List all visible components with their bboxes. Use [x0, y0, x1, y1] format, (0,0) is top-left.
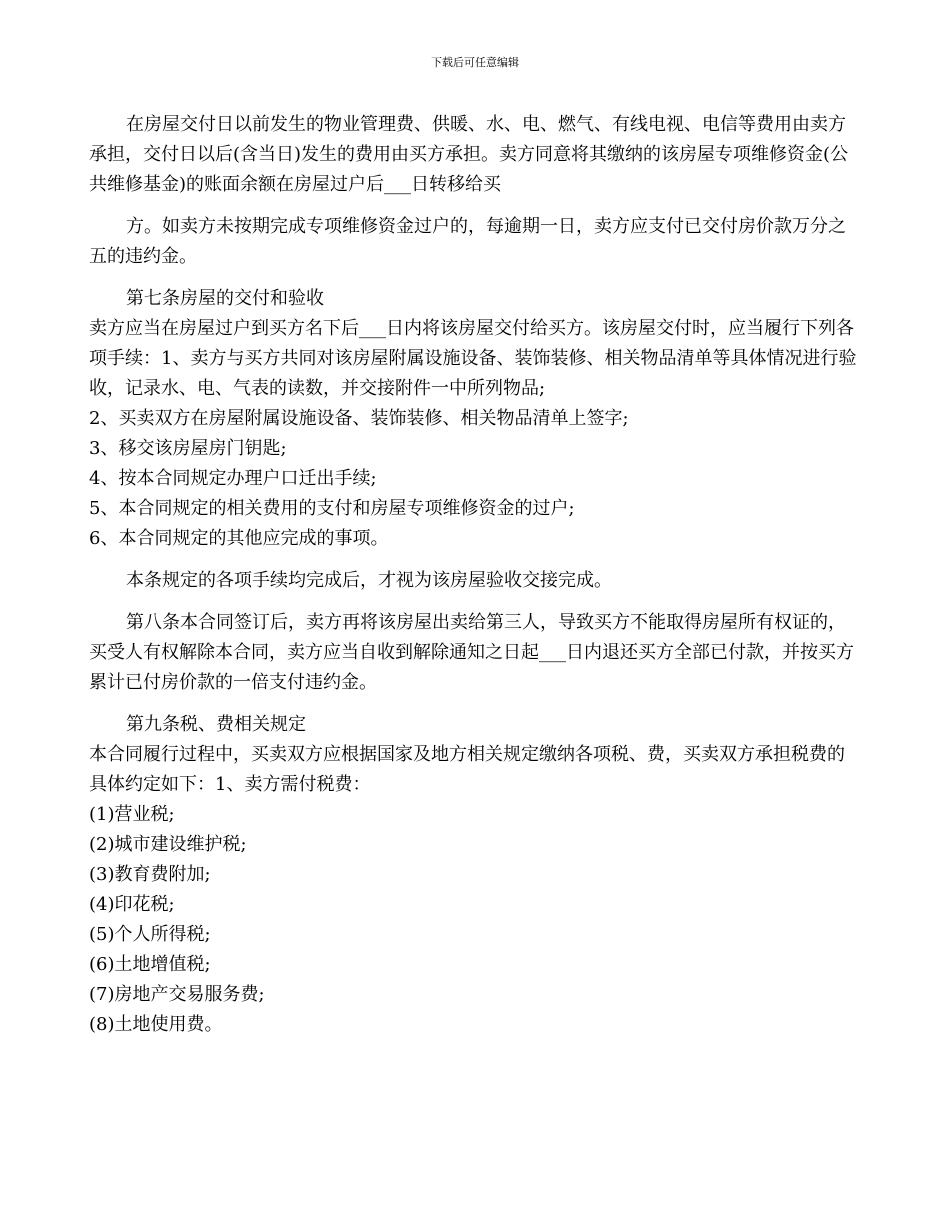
article-9-item: (8)土地使用费。	[89, 1014, 223, 1035]
article-7-item: 6、本合同规定的其他应完成的事项。	[89, 528, 389, 549]
article-7-item: 5、本合同规定的相关费用的支付和房屋专项维修资金的过户;	[89, 498, 575, 519]
article-7-closing: 本条规定的各项手续均完成后，才视为该房屋验收交接完成。	[126, 570, 612, 591]
article-7-title: 第七条房屋的交付和验收	[126, 288, 324, 309]
paragraph-fees: 在房屋交付日以前发生的物业管理费、供暖、水、电、燃气、有线电视、电信等费用由卖方承担，交付日以后(含当日)发生的费用由买方承担。卖方同意将其缴纳的该房屋专项维修资金(公共维修基金)的账面余额在房屋过户后___日转移给买	[89, 114, 849, 195]
article-9-paragraph: 本合同履行过程中，买卖双方应根据国家及地方相关规定缴纳各项税、费，买卖双方承担税费的具体约定如下：1、卖方需付税费：	[89, 744, 845, 795]
article-7-item: 3、移交该房屋房门钥匙;	[89, 438, 287, 459]
article-9-item: (7)房地产交易服务费;	[89, 984, 265, 1005]
article-9-title: 第九条税、费相关规定	[126, 714, 306, 735]
article-7-paragraph: 卖方应当在房屋过户到买方名下后___日内将该房屋交付给买方。该房屋交付时，应当履行下列各项手续：1、卖方与买方共同对该房屋附属设施设备、装饰装修、相关物品清单等具体情况进行验收，记录水、电、气表的读数，并交接附件一中所列物品;	[89, 318, 857, 399]
document-body	[89, 110, 861, 1040]
paragraph-penalty: 方。如卖方未按期完成专项维修资金过户的，每逾期一日，卖方应支付已交付房价款万分之五的违约金。	[89, 216, 846, 267]
article-7-item: 4、按本合同规定办理户口迁出手续;	[89, 468, 377, 489]
article-7-item: 2、买卖双方在房屋附属设施设备、装饰装修、相关物品清单上签字;	[89, 408, 629, 429]
article-9-item: (1)营业税;	[89, 804, 175, 825]
article-8-paragraph: 第八条本合同签订后，卖方再将该房屋出卖给第三人，导致买方不能取得房屋所有权证的，买受人有权解除本合同，卖方应当自收到解除通知之日起___日内退还买方全部已付款，并按买方累计已付房价款的一倍支付违约金。	[89, 612, 854, 693]
article-9-item: (6)土地增值税;	[89, 954, 211, 975]
article-9-item: (2)城市建设维护税;	[89, 834, 247, 855]
page-header: 下载后可任意编辑	[431, 56, 519, 69]
article-9-item: (3)教育费附加;	[89, 864, 211, 885]
article-9-item: (4)印花税;	[89, 894, 175, 915]
article-9-item: (5)个人所得税;	[89, 924, 211, 945]
